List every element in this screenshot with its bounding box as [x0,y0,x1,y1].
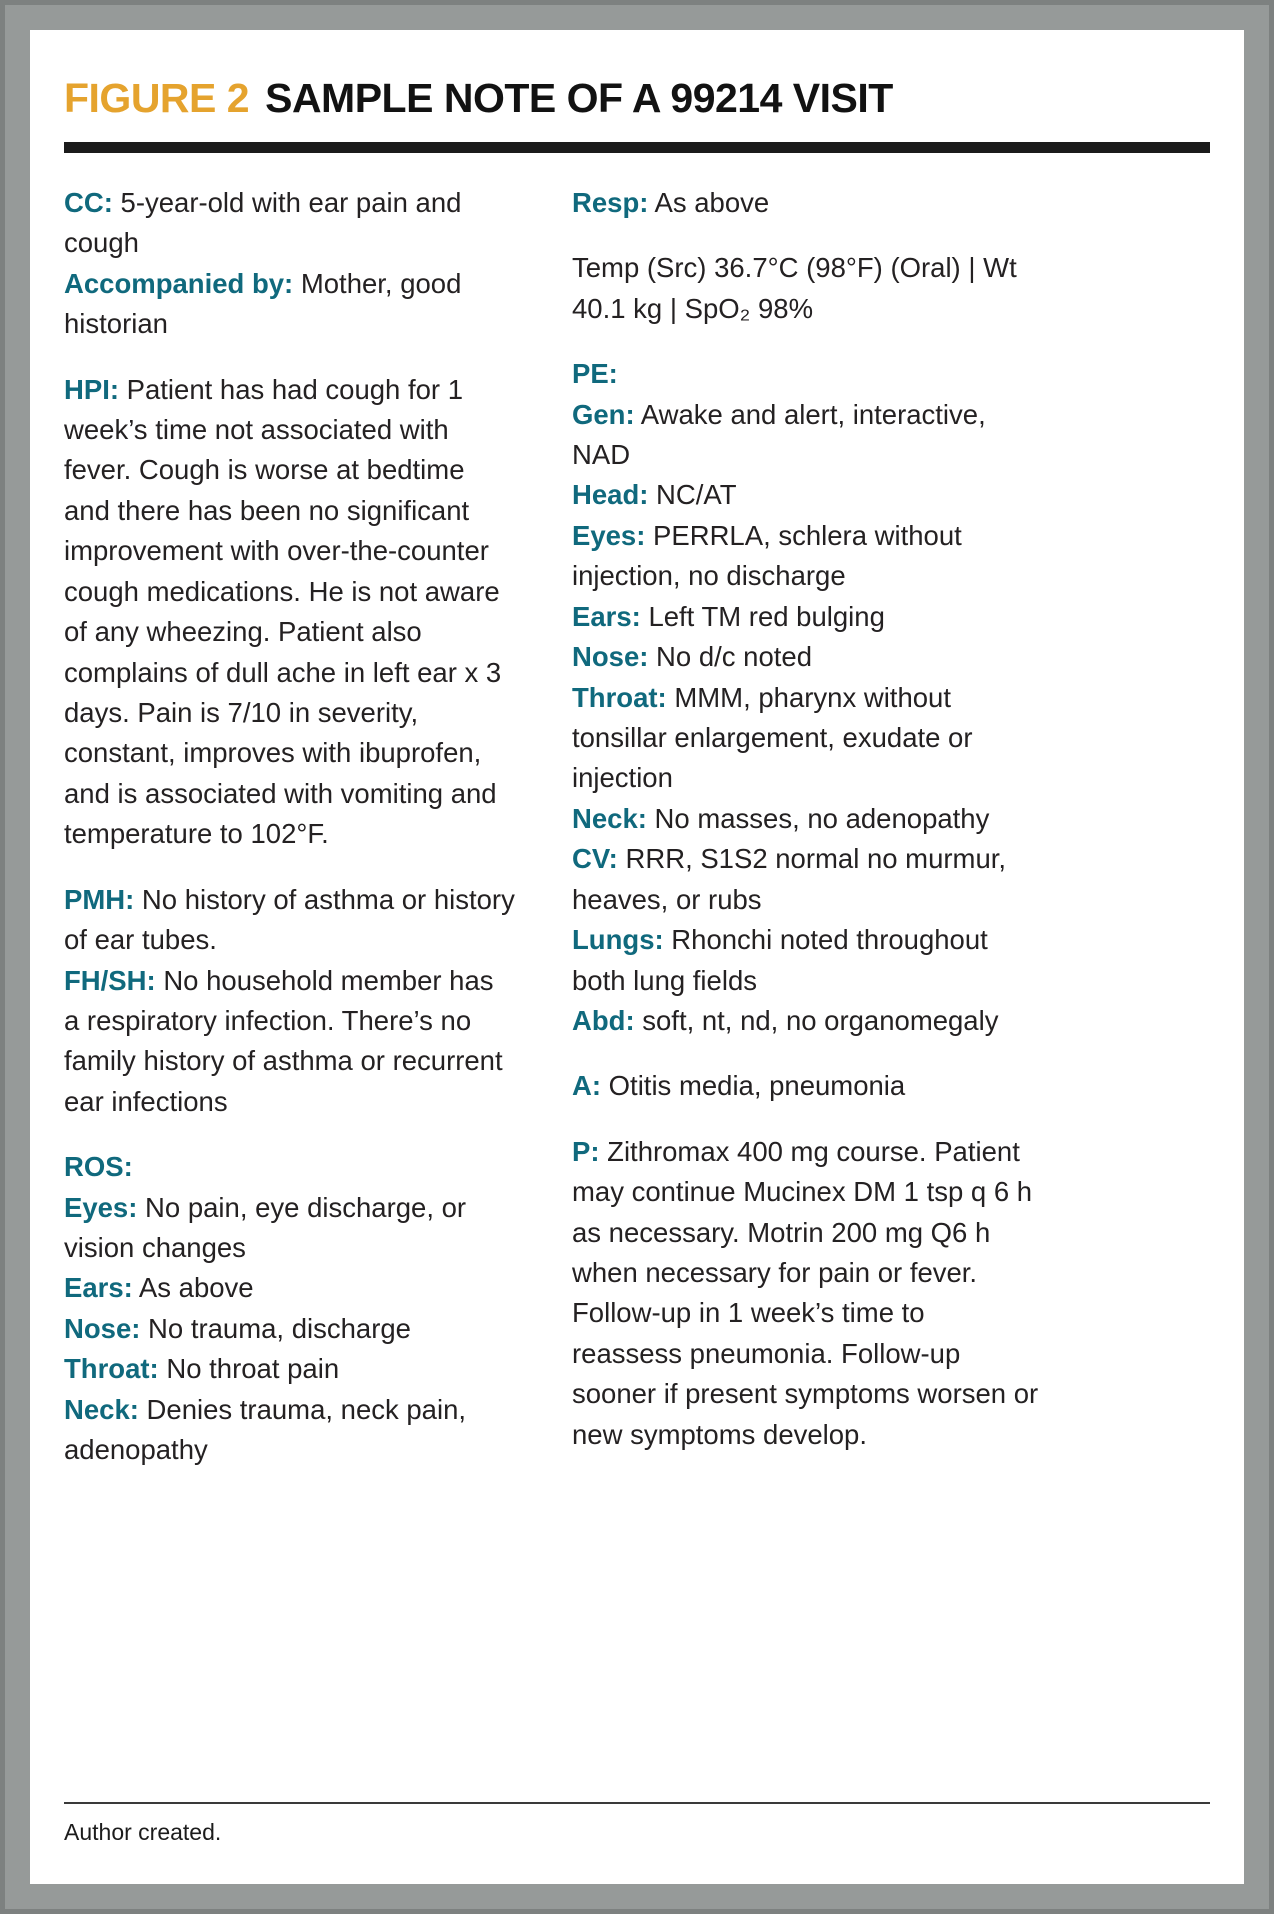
field-text: RRR, S1S2 normal no murmur, heaves, or rubs [572,843,1007,915]
field-pe-nose [572,637,1042,677]
field-plan [572,1132,1042,1455]
note-block [64,183,516,345]
field-label: Throat: [64,1353,159,1385]
field-text: Otitis media, pneumonia [608,1070,906,1102]
field-text: Mother, good historian [64,267,462,340]
field-text: No d/c noted [656,641,812,673]
field-text: No throat pain [166,1353,340,1385]
field-text: No trauma, discharge [148,1312,411,1344]
note-block [572,248,1042,329]
field-pe-eyes [572,516,1042,597]
field-text: Left TM red bulging [648,600,885,632]
note-block [572,1132,1042,1455]
field-ros-nose [64,1309,516,1349]
field-label: Nose: [64,1312,141,1344]
field-label: Accompanied by: [64,267,294,299]
field-label: Neck: [64,1393,139,1425]
field-label: Eyes: [64,1191,138,1223]
field-label: Gen: [572,398,635,430]
field-assessment [572,1066,1042,1106]
field-label: Abd: [572,1004,635,1036]
field-label: CC: [64,186,113,218]
field-pe-lungs [572,920,1042,1001]
field-text: Patient has had cough for 1 week’s time not associated with fever. Cough is worse at bedtime and there has been no significant improvement with over-the-counter cough medications. He is not aware of any wheezing. Patient also complains of dull ache in left ear x 3 days. Pain is 7/10 in severity, constant, improves with ibuprofen, and is associated with vomiting and temperature to 102°F. [64,373,502,850]
left-column [64,183,516,1471]
right-column [572,183,1042,1455]
field-accompanied-by [64,264,516,345]
field-pe-ears [572,597,1042,637]
field-text: No household member has a respiratory infection. There’s no family history of asthma or recurrent ear infections [64,964,503,1117]
field-text: Rhonchi noted throughout both lung fields [572,924,988,996]
field-text: soft, nt, nd, no organomegaly [642,1004,999,1036]
field-pe-cv [572,839,1042,920]
field-text: Awake and alert, interactive, NAD [572,398,986,471]
field-label: Neck: [572,802,647,834]
field-label: FH/SH: [64,964,156,996]
note-block [572,183,1042,223]
field-pmh [64,880,516,961]
field-pe-abd [572,1001,1042,1041]
field-text: NC/AT [656,479,737,511]
title-rule [64,142,1210,153]
field-label: CV: [572,843,618,875]
field-ros-resp [572,183,1042,223]
field-label: PE: [572,358,618,390]
field-hpi [64,370,516,855]
figure-heading [64,76,1210,122]
credit-text: Author created. [64,1819,222,1845]
field-text: No pain, eye discharge, or vision changes [64,1191,467,1264]
field-label: P: [572,1135,600,1167]
field-ros-eyes [64,1188,516,1269]
field-text: Temp (Src) 36.7°C (98°F) (Oral) | Wt 40.1 kg | SpO₂ 98% [572,252,1017,324]
field-label: Nose: [572,641,649,673]
field-text: PERRLA, schlera without injection, no discharge [572,519,962,592]
field-cc [64,183,516,264]
field-text: 5-year-old with ear pain and cough [64,186,462,259]
figure-title: SAMPLE NOTE OF A 99214 VISIT [265,75,893,121]
field-fh-sh [64,961,516,1123]
field-label: Lungs: [572,924,664,956]
field-text: Zithromax 400 mg course. Patient may continue Mucinex DM 1 tsp q 6 h as necessary. Motrin 200 mg Q6 h when necessary for pain or fever. Follow-up in 1 week’s time to reassess pneumonia. Follow-up sooner if present symptoms worsen or new symptoms develop. [572,1135,1039,1450]
field-label: ROS: [64,1151,133,1183]
note-body [64,183,1210,1802]
note-block [64,370,516,855]
field-pe-heading [572,354,1042,394]
field-ros-ears [64,1268,516,1308]
field-text: Denies trauma, neck pain, adenopathy [64,1393,467,1466]
field-label: Head: [572,479,649,511]
field-pe-gen [572,395,1042,476]
field-ros-heading [64,1147,516,1187]
field-label: Eyes: [572,519,646,551]
figure-number-label: FIGURE 2 [64,75,250,121]
credit-line [64,1802,1210,1846]
field-vitals [572,248,1042,329]
field-label: Throat: [572,681,667,713]
field-pe-neck [572,799,1042,839]
note-block [572,1066,1042,1106]
field-label: A: [572,1070,602,1102]
note-block [64,1147,516,1470]
field-pe-head [572,475,1042,515]
field-label: PMH: [64,883,135,915]
field-label: HPI: [64,373,119,405]
note-block [64,880,516,1123]
field-label: Ears: [572,600,641,632]
figure-card [30,30,1244,1884]
field-ros-neck [64,1390,516,1471]
field-pe-throat [572,678,1042,799]
note-block [572,354,1042,1041]
field-text: No history of asthma or history of ear tubes. [64,883,515,956]
field-text: No masses, no adenopathy [654,802,990,834]
field-label: Ears: [64,1272,133,1304]
field-text: MMM, pharynx without tonsillar enlargement, exudate or injection [572,681,973,794]
field-text: As above [654,186,770,218]
field-text: As above [138,1272,254,1304]
field-ros-throat [64,1349,516,1389]
field-label: Resp: [572,186,649,218]
